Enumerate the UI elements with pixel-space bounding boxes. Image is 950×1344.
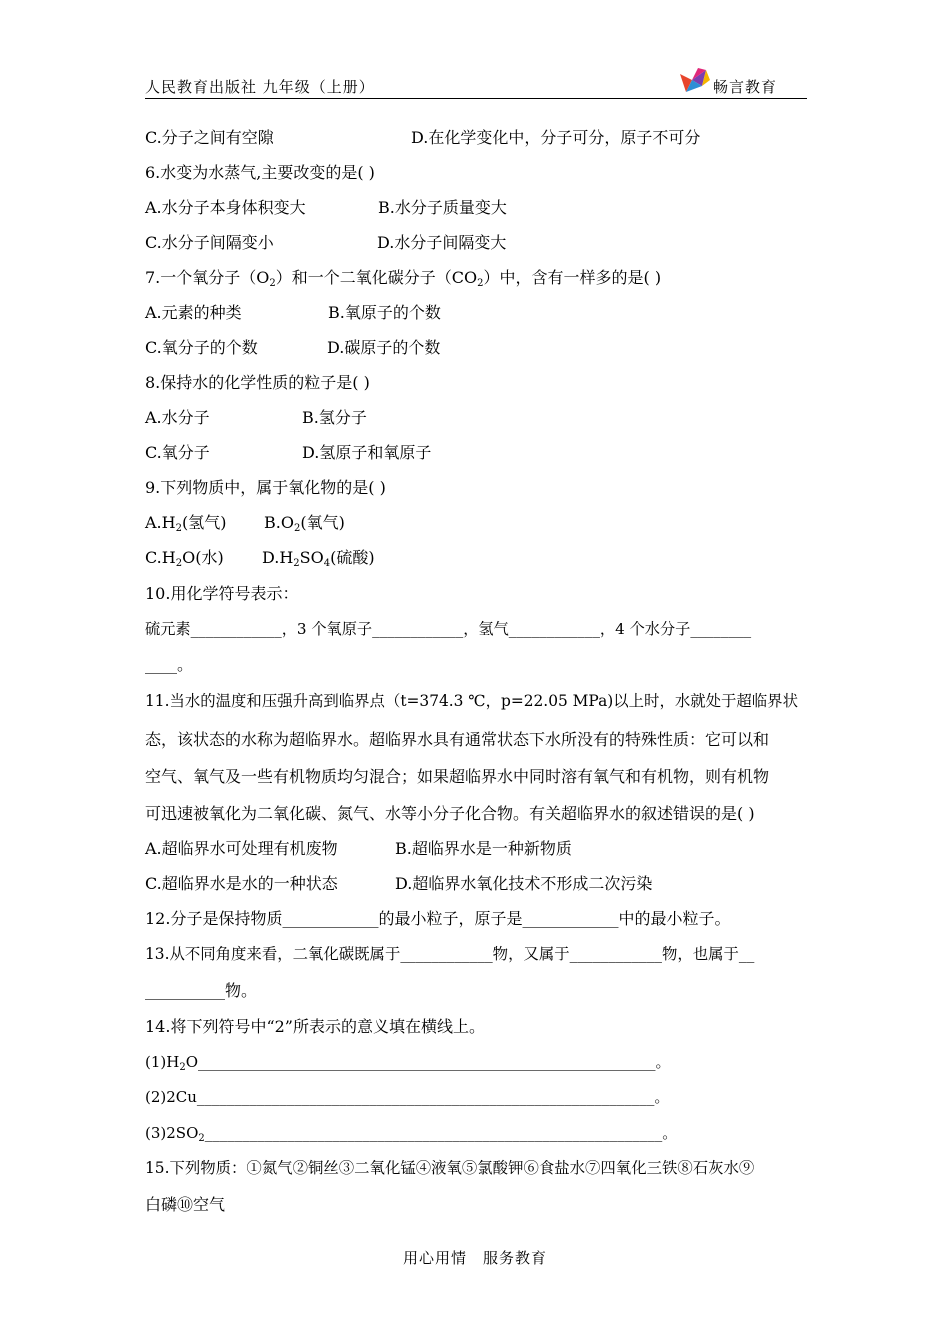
q11-stem-line4: 可迅速被氧化为二氧化碳、氮气、水等小分子化合物。有关超临界水的叙述错误的是( ) (145, 804, 755, 823)
q12-stem: 12.分子是保持物质____________的最小粒子，原子是____________中的最小粒子。 (145, 909, 731, 928)
q15-stem-line2: 白磷⑩空气 (145, 1195, 226, 1214)
q15-stem-line1: 15.下列物质：①氮气②铜丝③二氧化锰④液氧⑤氯酸钾⑥食盐水⑦四氧化三铁⑧石灰水⑨ (145, 1159, 755, 1177)
q7-option-d: D.碳原子的个数 (327, 338, 441, 357)
q8-stem: 8.保持水的化学性质的粒子是( ) (145, 373, 370, 392)
q7-stem: 7.一个氧分子$(O_2)$和一个二氧化碳分子$(CO_2)$中，含有一样多的是( ) (145, 268, 662, 289)
q9-option-d: $D.H_2SO_4$(硫酸) (262, 548, 375, 569)
q11-option-b: B.超临界水是一种新物质 (395, 839, 572, 858)
q6-option-d: D.水分子间隔变大 (377, 233, 507, 252)
q9-stem: 9.下列物质中，属于氧化物的是( ) (145, 478, 386, 497)
q6-option-c: C.水分子间隔变小 (145, 233, 274, 252)
q6-stem: 6.水变为水蒸气,主要改变的是( ) (145, 163, 375, 182)
q5-option-c: C.分子之间有空隙 (145, 128, 274, 147)
q6-option-a: A.水分子本身体积变大 (145, 198, 306, 217)
q6-option-b: B.水分子质量变大 (378, 198, 507, 217)
q11-stem-line3: 空气、氧气及一些有机物质均匀混合；如果超临界水中同时溶有氧气和有机物，则有机物 (145, 767, 770, 786)
q9-option-c: $C.H_2O$(水) (145, 548, 224, 569)
q11-option-d: D.超临界水氧化技术不形成二次污染 (395, 874, 653, 893)
q11-option-c: C.超临界水是水的一种状态 (145, 874, 338, 893)
page-header (145, 70, 807, 99)
q10-blanks-line1: 硫元素____________，3 个氧原子____________，氢气____________，4 个水分子________ (145, 620, 752, 638)
q8-option-d: D.氢原子和氧原子 (302, 443, 432, 462)
q11-option-a: A.超临界水可处理有机废物 (145, 839, 338, 858)
q8-option-b: B.氢分子 (302, 408, 367, 427)
brand-label: 畅言教育 (712, 78, 777, 96)
q13-stem-line2: __________物。 (145, 981, 258, 1000)
q7-option-c: C.氧分子的个数 (145, 338, 258, 357)
bird-logo-icon (676, 66, 712, 96)
q5-option-d: D.在化学变化中，分子可分，原子不可分 (411, 128, 701, 147)
q9-option-a: $A.H_2$(氢气) (145, 513, 227, 534)
q11-stem-line2: 态，该状态的水称为超临界水。超临界水具有通常状态下水所没有的特殊性质：它可以和 (145, 730, 770, 749)
q14-item-2: (2)2Cu_____________________________________________________________。 (145, 1088, 670, 1106)
q8-option-c: C.氧分子 (145, 443, 210, 462)
q9-option-b: $B.O_2$(氧气) (264, 513, 345, 534)
q13-stem-line1: 13.从不同角度来看，二氧化碳既属于____________物，又属于____________物，也属于__ (145, 945, 755, 963)
page-footer: 用心用情 服务教育 (402, 1249, 547, 1267)
q11-stem-line1: 11.当水的温度和压强升高到临界点（t=374.3 ℃，p=22.05 MPa)以上时，水就处于超临界状 (145, 692, 798, 710)
q8-option-a: A.水分子 (145, 408, 210, 427)
q14-stem: 14.将下列符号中“2”所表示的意义填在横线上。 (145, 1017, 485, 1036)
publisher-label: 人民教育出版社 九年级（上册） (145, 78, 375, 96)
q7-option-a: A.元素的种类 (145, 303, 242, 322)
q10-blanks-line2: ____。 (145, 655, 194, 674)
q7-option-b: B.氧原子的个数 (328, 303, 441, 322)
q10-stem: 10.用化学符号表示： (145, 584, 299, 603)
q14-item-3: $(3)2SO_2\_\_\_\_\_\_\_\_\_\_\_\_\_\_\_\_\_\_\_\_\_\_\_\_\_\_\_\_\_\_\_\_\_\_\_\_\_\_\_\_\_\_\_\_\_\_\_\_\_\_\_\_\_\_\_\_\_\_\_\_\_$。 (145, 1124, 678, 1144)
q14-item-1: $(1)H_2O\_\_\_\_\_\_\_\_\_\_\_\_\_\_\_\_\_\_\_\_\_\_\_\_\_\_\_\_\_\_\_\_\_\_\_\_\_\_\_\_\_\_\_\_\_\_\_\_\_\_\_\_\_\_\_\_\_\_\_\_\_$。 (145, 1053, 671, 1073)
